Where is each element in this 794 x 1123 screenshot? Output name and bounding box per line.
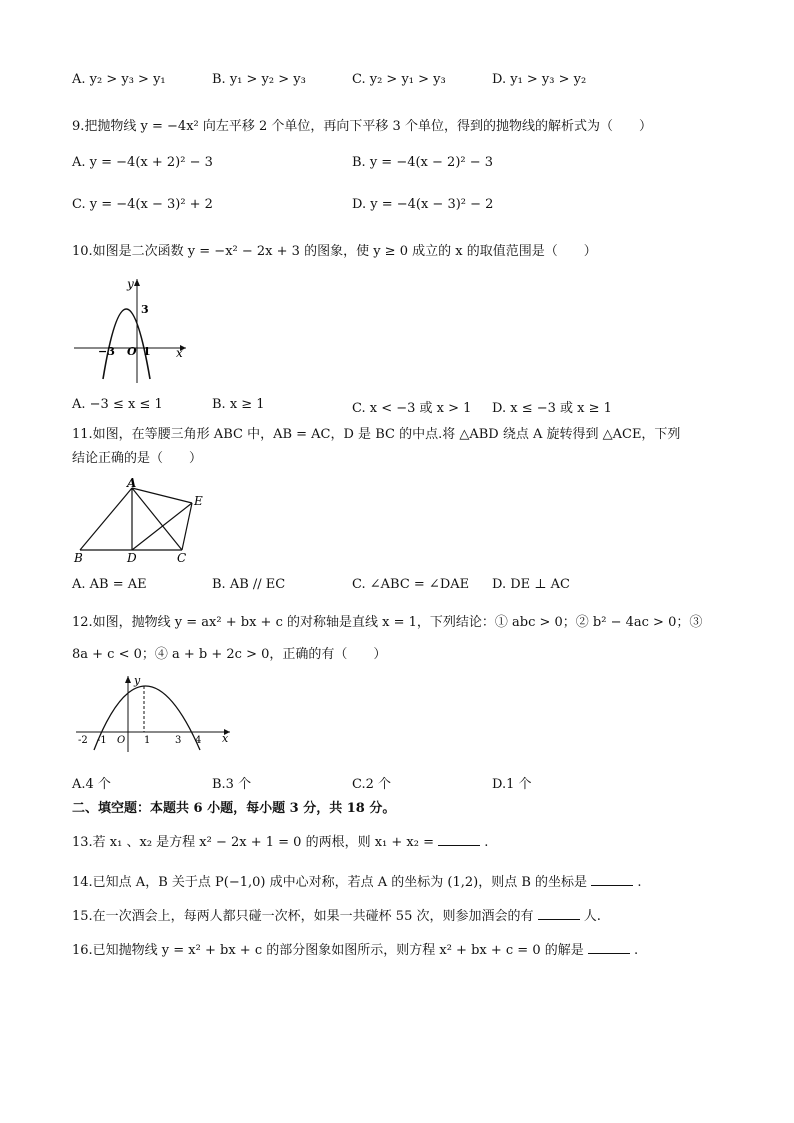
q12-option-c[interactable]: C.2 个 xyxy=(352,777,392,792)
q12-stem-line1: 12.如图，抛物线 y = ax² + bx + c 的对称轴是直线 x = 1，下列结论：① abc > 0；② b² − 4ac > 0；③ xyxy=(72,615,703,630)
q12-option-a[interactable]: A.4 个 xyxy=(72,777,111,792)
q11-stem-line2: 结论正确的是（ ） xyxy=(72,451,203,466)
q12-parabola-graph xyxy=(74,672,236,756)
q11-label-a: A xyxy=(127,476,137,490)
q9-option-c[interactable]: C. y = −4(x − 3)² + 2 xyxy=(72,197,213,212)
section-2-heading: 二、填空题：本题共 6 小题，每小题 3 分，共 18 分。 xyxy=(72,801,396,816)
q11-option-d[interactable]: D. DE ⊥ AC xyxy=(492,577,570,592)
q14-text: 14.已知点 A，B 关于点 P(−1,0) 成中心对称，若点 A 的坐标为 (1,2)，则点 B 的坐标是 xyxy=(72,875,588,890)
q12-label-1: 1 xyxy=(144,735,151,746)
q12-label-origin: O xyxy=(117,735,126,746)
q10-label-1: 1 xyxy=(143,345,151,358)
q10-label-y: y xyxy=(127,277,134,291)
q10-parabola-curve xyxy=(103,309,150,379)
q15-line xyxy=(72,905,601,924)
q14-answer-blank[interactable] xyxy=(591,873,633,886)
q10-option-b[interactable]: B. x ≥ 1 xyxy=(212,397,265,412)
q16-line xyxy=(72,939,638,958)
q11-triangle-figure xyxy=(70,475,210,570)
q11-label-c: C xyxy=(177,551,187,565)
q10-label-3: 3 xyxy=(141,303,149,316)
q10-label-x: x xyxy=(176,346,183,360)
q10-label-neg3: −3 xyxy=(98,345,115,358)
q10-option-d[interactable]: D. x ≤ −3 或 x ≥ 1 xyxy=(492,401,612,416)
q9-option-a[interactable]: A. y = −4(x + 2)² − 3 xyxy=(72,155,213,170)
q15-answer-blank[interactable] xyxy=(538,907,580,920)
q9-option-d[interactable]: D. y = −4(x − 3)² − 2 xyxy=(352,197,494,212)
q15-text: 15.在一次酒会上，每两人都只碰一次杯，如果一共碰杯 55 次，则参加酒会的有 xyxy=(72,909,534,924)
q11-label-e: E xyxy=(194,494,203,508)
q12-label-neg1: -1 xyxy=(97,735,107,746)
q16-answer-blank[interactable] xyxy=(588,941,630,954)
q8-option-a[interactable]: A. y₂ > y₃ > y₁ xyxy=(72,72,166,87)
q9-option-b[interactable]: B. y = −4(x − 2)² − 3 xyxy=(352,155,494,170)
q8-option-d[interactable]: D. y₁ > y₃ > y₂ xyxy=(492,72,587,87)
q10-stem: 10.如图是二次函数 y = −x² − 2x + 3 的图象，使 y ≥ 0 成立的 x 的取值范围是（ ） xyxy=(72,244,597,259)
q9-stem: 9.把抛物线 y = −4x² 向左平移 2 个单位，再向下平移 3 个单位，得到的抛物线的解析式为（ ） xyxy=(72,119,652,134)
q10-option-a[interactable]: A. −3 ≤ x ≤ 1 xyxy=(72,397,163,412)
q13-answer-blank[interactable] xyxy=(438,833,480,846)
q11-option-b[interactable]: B. AB // EC xyxy=(212,577,286,592)
q13-line xyxy=(72,831,488,850)
q16-text: 16.已知抛物线 y = x² + bx + c 的部分图象如图所示，则方程 x² + bx + c = 0 的解是 xyxy=(72,943,584,958)
q8-option-c[interactable]: C. y₂ > y₁ > y₃ xyxy=(352,72,446,87)
q12-label-neg2: -2 xyxy=(78,735,88,746)
q12-option-b[interactable]: B.3 个 xyxy=(212,777,252,792)
q8-option-b[interactable]: B. y₁ > y₂ > y₃ xyxy=(212,72,306,87)
q11-stem-line1: 11.如图，在等腰三角形 ABC 中，AB = AC，D 是 BC 的中点.将 △ABD 绕点 A 旋转得到 △ACE，下列 xyxy=(72,427,681,442)
q12-label-3: 3 xyxy=(175,735,182,746)
q12-label-y: y xyxy=(134,674,141,687)
q11-option-a[interactable]: A. AB = AE xyxy=(72,577,147,592)
q10-option-c[interactable]: C. x < −3 或 x > 1 xyxy=(352,401,472,416)
q12-option-d[interactable]: D.1 个 xyxy=(492,777,532,792)
q11-label-d: D xyxy=(127,551,137,565)
q16-text-end: . xyxy=(634,943,639,958)
q12-y-arrow-icon xyxy=(125,676,131,683)
q14-text-end: . xyxy=(637,875,642,890)
q10-label-origin: O xyxy=(127,345,137,358)
q11-label-b: B xyxy=(74,551,83,565)
q15-text-end: 人. xyxy=(583,909,601,924)
q10-parabola-graph xyxy=(70,275,190,387)
q14-line xyxy=(72,871,641,890)
q12-label-x: x xyxy=(222,732,229,745)
q12-label-4: 4 xyxy=(195,735,202,746)
q13-text: 13.若 x₁ 、x₂ 是方程 x² − 2x + 1 = 0 的两根，则 x₁ + x₂ = xyxy=(72,835,434,850)
q12-stem-line2: 8a + c < 0；④ a + b + 2c > 0，正确的有（ ） xyxy=(72,647,387,662)
q10-y-arrow-icon xyxy=(134,279,140,286)
q13-text-end: . xyxy=(484,835,489,850)
q11-option-c[interactable]: C. ∠ABC = ∠DAE xyxy=(352,577,470,592)
